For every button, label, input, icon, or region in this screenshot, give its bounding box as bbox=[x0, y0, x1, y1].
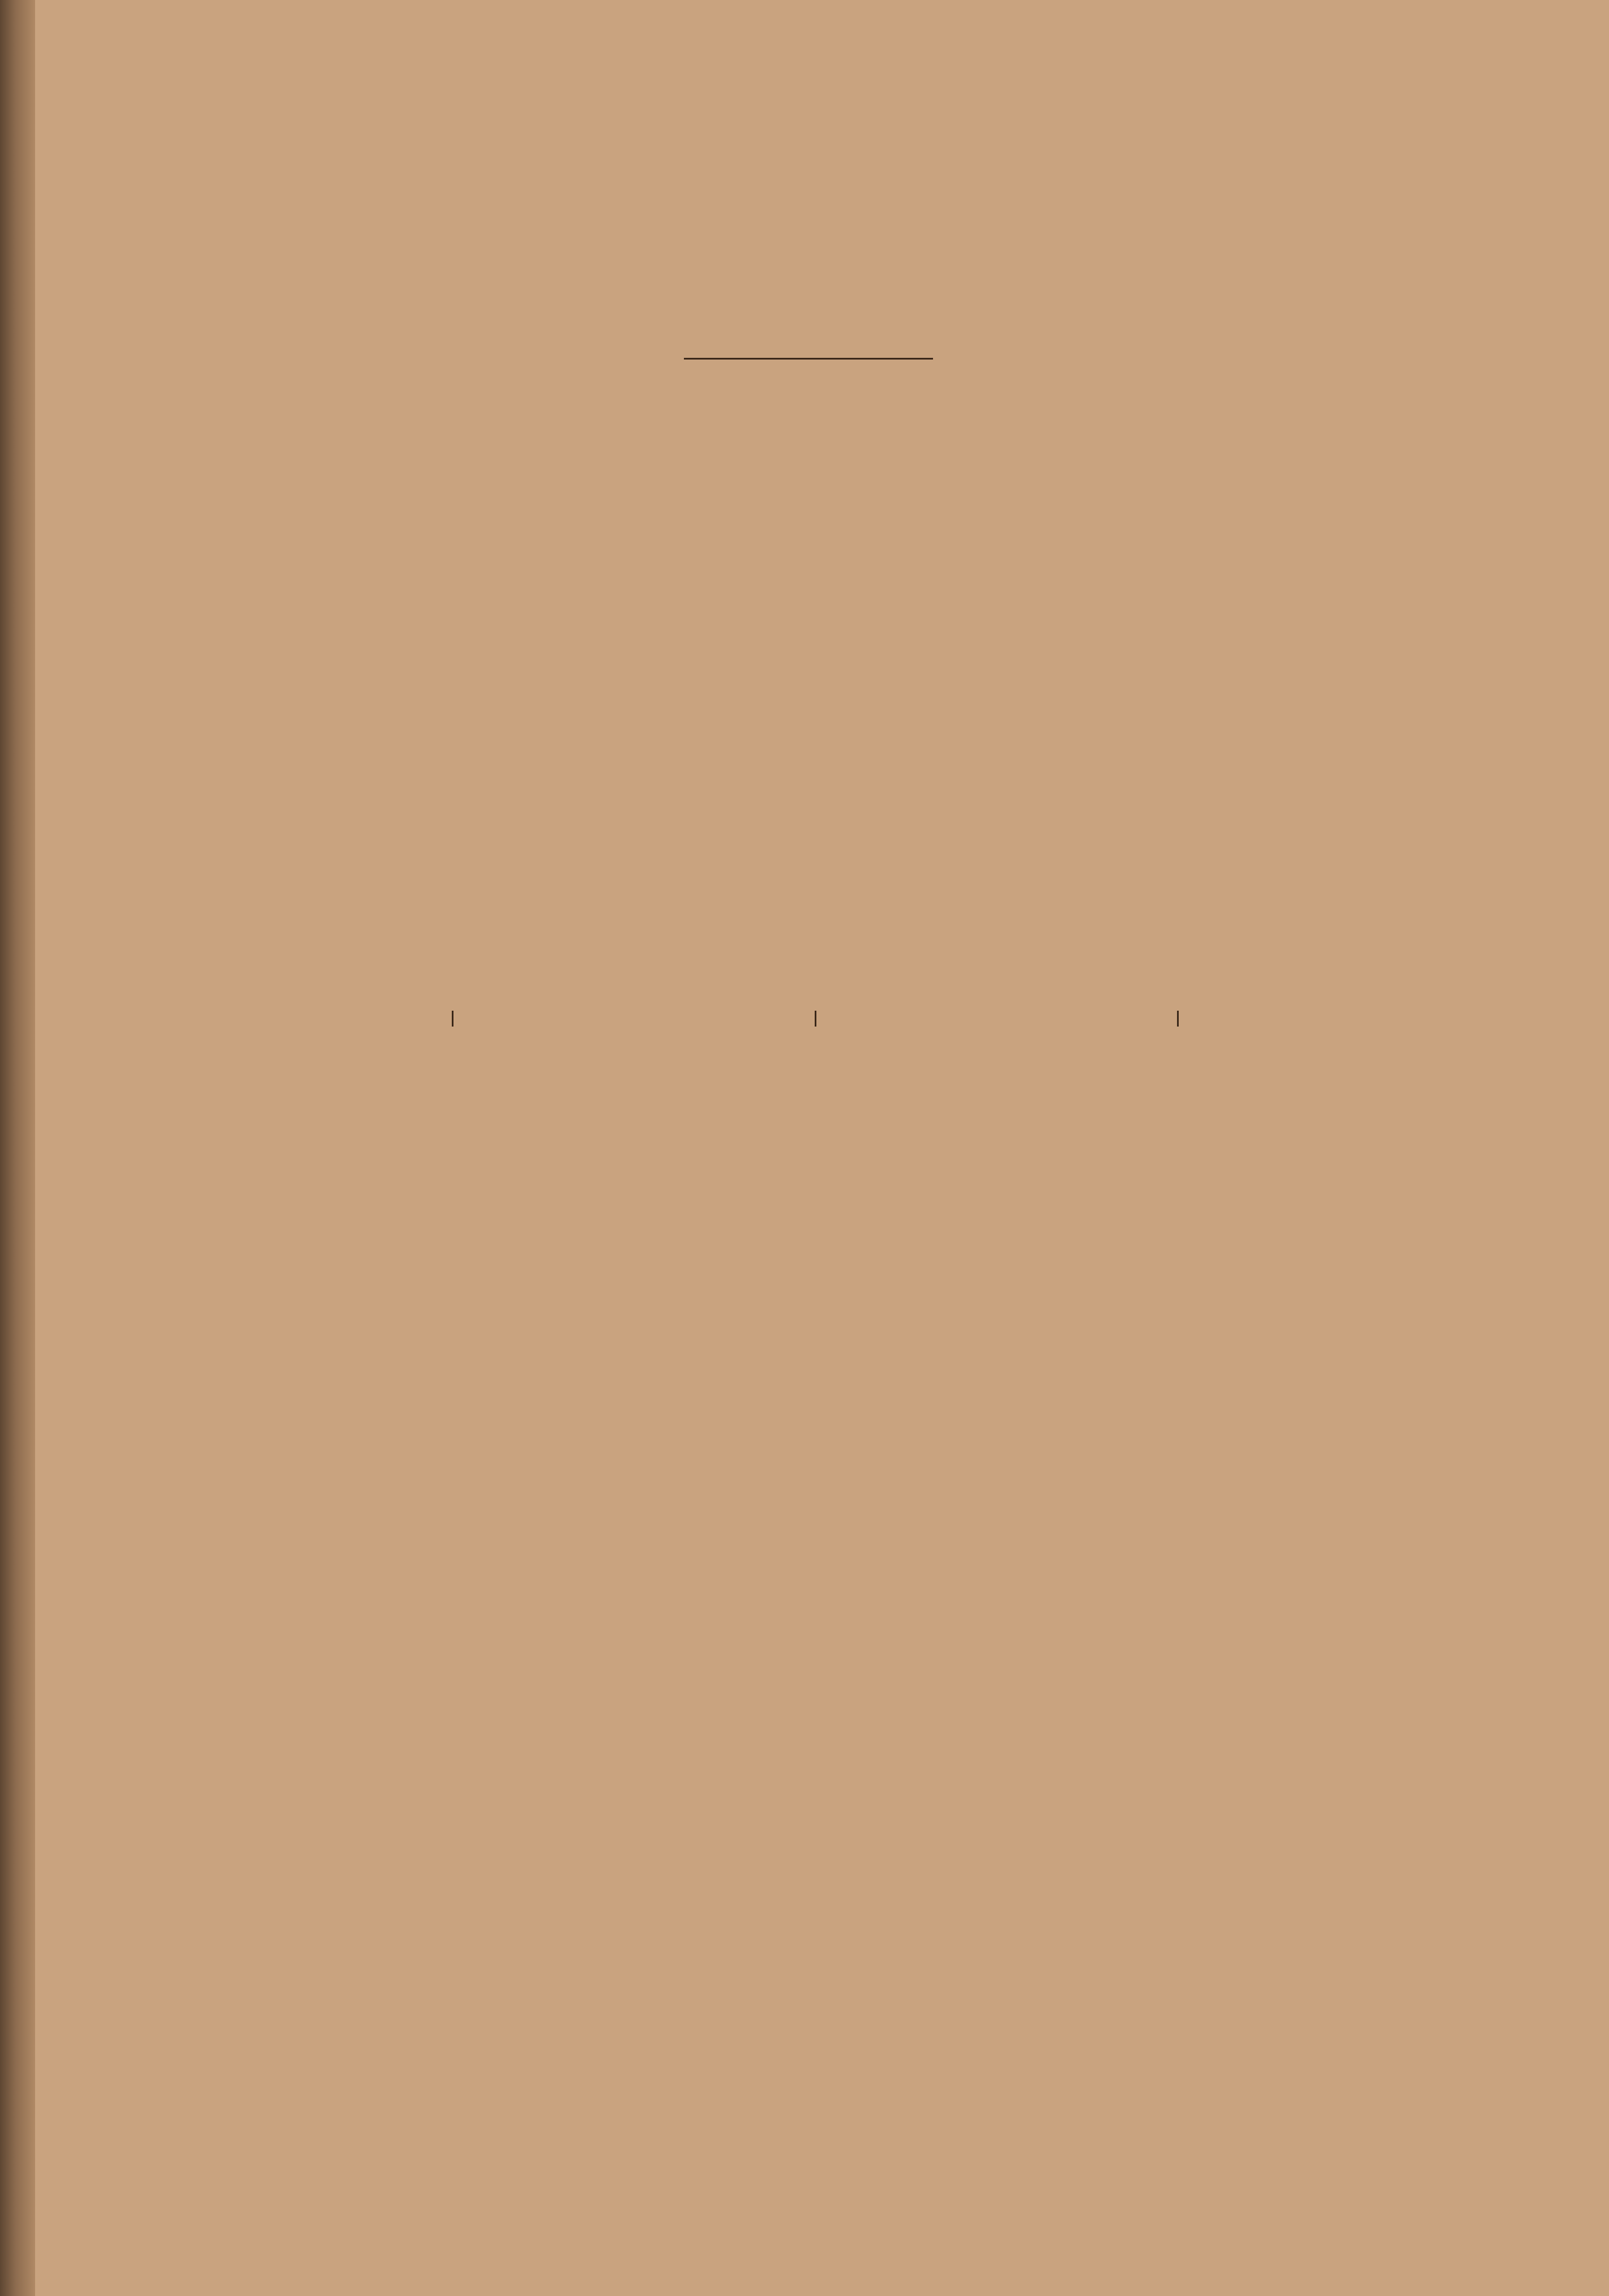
bruecken-column-2 bbox=[452, 1011, 815, 1027]
bruecken-column-1 bbox=[91, 1011, 452, 1027]
divider-rule bbox=[684, 358, 933, 360]
bruecken-column-3 bbox=[815, 1011, 1178, 1027]
bruecken-column-4 bbox=[1177, 1011, 1540, 1027]
bruecken-list bbox=[91, 1011, 1540, 1027]
